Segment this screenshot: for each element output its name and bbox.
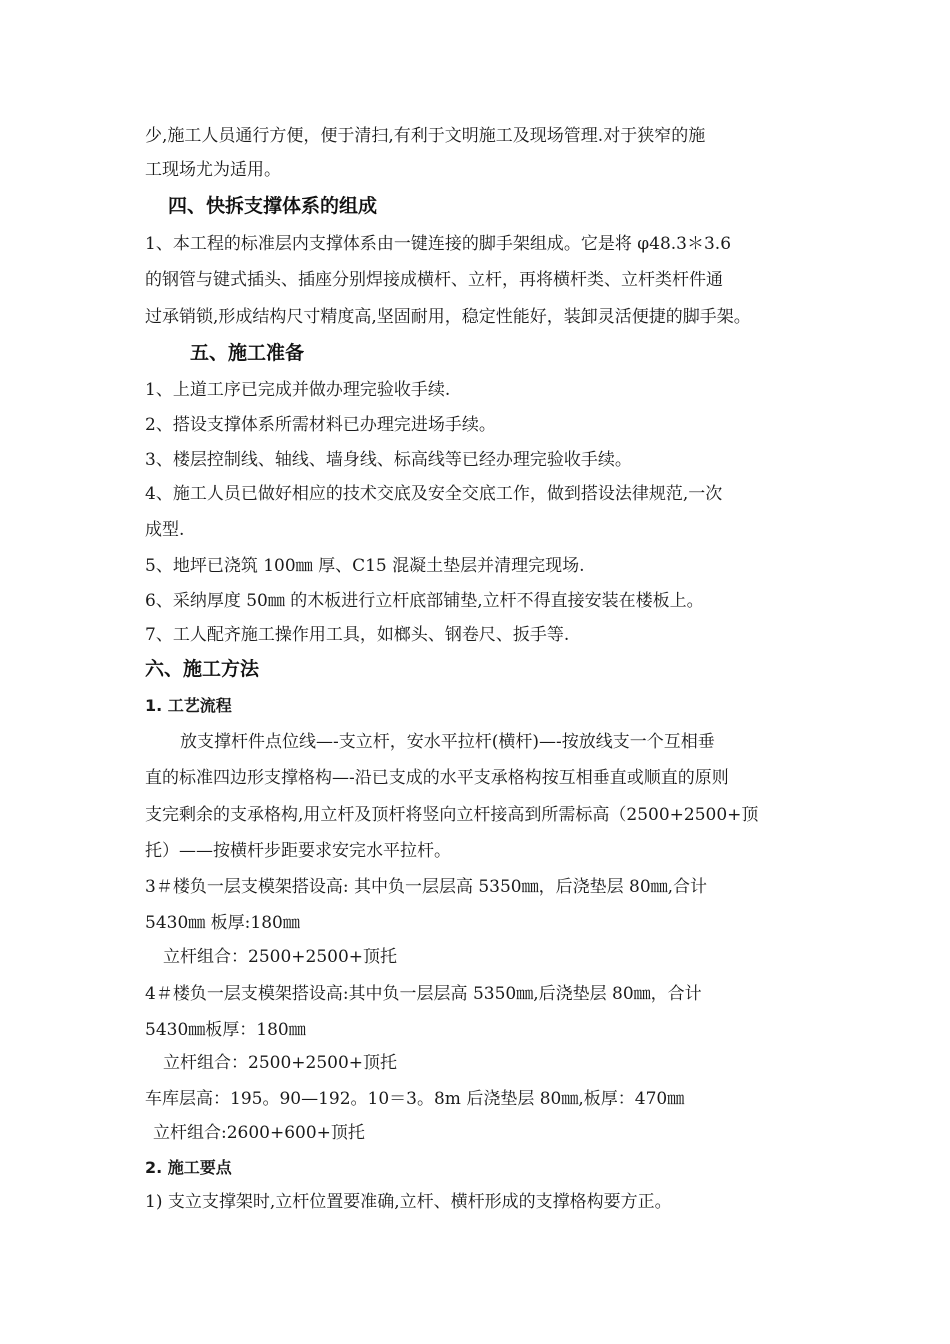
intro-line-2: 工现场尤为适用。	[145, 160, 281, 180]
section4-line-3: 过承销锁,形成结构尺寸精度高,坚固耐用，稳定性能好，装卸灵活便捷的脚手架。	[145, 307, 751, 327]
section6-heading: 六、施工方法	[145, 658, 260, 680]
building3-line-2: 5430㎜ 板厚:180㎜	[145, 913, 300, 933]
building3-line-1: 3＃楼负一层支模架搭设高: 其中负一层层高 5350㎜，后浇垫层 80㎜,合计	[145, 877, 708, 897]
garage-combo: 立杆组合:2600+600+顶托	[153, 1123, 365, 1143]
flow-line-1: 放支撑杆件点位线—-支立杆，安水平拉杆(横杆)—-按放线支一个互相垂	[180, 732, 715, 752]
section5-item-4-cont: 成型.	[145, 520, 185, 540]
section6-sub2-heading: 2. 施工要点	[145, 1158, 232, 1177]
section5-item-4: 4、施工人员已做好相应的技术交底及安全交底工作，做到搭设法律规范,一次	[145, 484, 723, 504]
garage-line: 车库层高：195。90—192。10＝3。8m 后浇垫层 80㎜,板厚：470㎜	[145, 1089, 685, 1109]
section5-item-7: 7、工人配齐施工操作用工具，如榔头、钢卷尺、扳手等.	[145, 625, 570, 645]
section5-item-3: 3、楼层控制线、轴线、墙身线、标高线等已经办理完验收手续。	[145, 450, 632, 470]
section5-item-1: 1、上道工序已完成并做办理完验收手续.	[145, 380, 451, 400]
flow-line-3: 支完剩余的支承格构,用立杆及顶杆将竖向立杆接高到所需标高（2500+2500+顶	[145, 805, 759, 825]
building4-combo: 立杆组合：2500+2500+顶托	[163, 1053, 398, 1073]
section5-item-2: 2、搭设支撑体系所需材料已办理完进场手续。	[145, 415, 496, 435]
flow-line-4: 托）——按横杆步距要求安完水平拉杆。	[145, 841, 451, 861]
construction-point-1: 1) 支立支撑架时,立杆位置要准确,立杆、横杆形成的支撑格构要方正。	[145, 1192, 672, 1212]
section4-line-1: 1、本工程的标准层内支撑体系由一键连接的脚手架组成。它是将 φ48.3＊3.6	[145, 234, 732, 254]
section5-item-5: 5、地坪已浇筑 100㎜ 厚、C15 混凝土垫层并清理完现场.	[145, 556, 585, 576]
section5-item-6: 6、采纳厚度 50㎜ 的木板进行立杆底部铺垫,立杆不得直接安装在楼板上。	[145, 591, 704, 611]
section5-heading: 五、施工准备	[190, 342, 305, 364]
flow-line-2: 直的标准四边形支撑格构—-沿已支成的水平支承格构按互相垂直或顺直的原则	[145, 768, 729, 788]
intro-line-1: 少,施工人员通行方便，便于清扫,有利于文明施工及现场管理.对于狭窄的施	[145, 126, 706, 146]
section6-sub1-heading: 1. 工艺流程	[145, 696, 232, 715]
building4-line-1: 4＃楼负一层支模架搭设高:其中负一层层高 5350㎜,后浇垫层 80㎜，合计	[145, 984, 702, 1004]
section4-heading: 四、快拆支撑体系的组成	[168, 195, 378, 217]
building4-line-2: 5430㎜板厚：180㎜	[145, 1020, 306, 1040]
building3-combo: 立杆组合：2500+2500+顶托	[163, 947, 398, 967]
section4-line-2: 的钢管与键式插头、插座分别焊接成横杆、立杆，再将横杆类、立杆类杆件通	[145, 270, 723, 290]
